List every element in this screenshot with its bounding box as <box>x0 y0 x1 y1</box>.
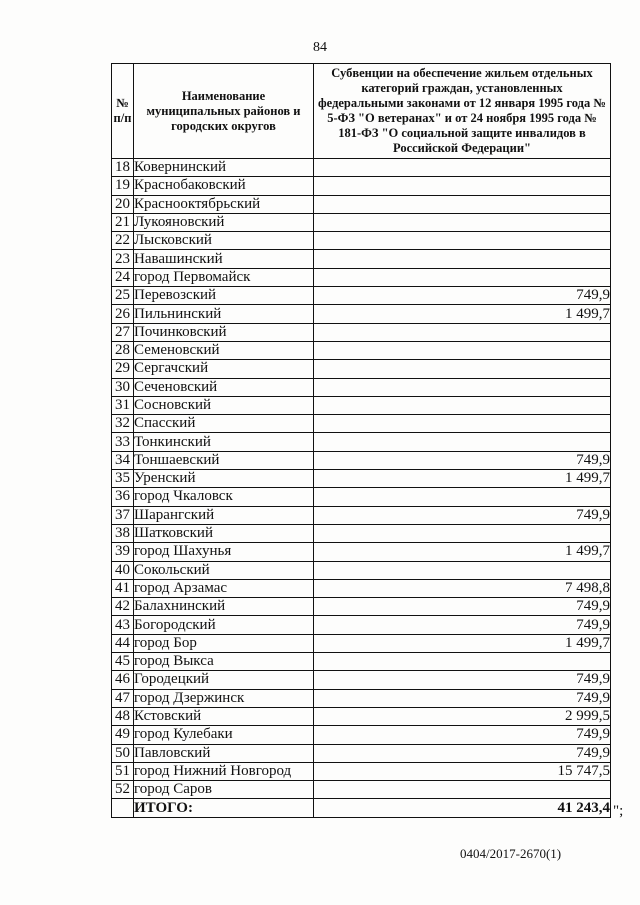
table-row <box>112 470 611 488</box>
row-name: Кстовский <box>134 707 314 725</box>
row-name: город Нижний Новгород <box>134 762 314 780</box>
row-name: Пильнинский <box>134 305 314 323</box>
table-row <box>112 360 611 378</box>
row-number: 42 <box>112 598 134 616</box>
row-name: город Бор <box>134 634 314 652</box>
table-row <box>112 268 611 286</box>
row-value: 749,9 <box>314 726 611 744</box>
row-value: 2 999,5 <box>314 707 611 725</box>
row-number: 28 <box>112 341 134 359</box>
row-number: 44 <box>112 634 134 652</box>
row-name: Перевозский <box>134 287 314 305</box>
row-value <box>314 360 611 378</box>
row-value <box>314 159 611 177</box>
row-number: 18 <box>112 159 134 177</box>
row-number: 47 <box>112 689 134 707</box>
row-name: Сокольский <box>134 561 314 579</box>
table-row <box>112 579 611 597</box>
row-name: Богородский <box>134 616 314 634</box>
row-name: город Выкса <box>134 653 314 671</box>
row-value <box>314 378 611 396</box>
row-number: 33 <box>112 433 134 451</box>
table-row <box>112 250 611 268</box>
row-number: 50 <box>112 744 134 762</box>
row-number: 49 <box>112 726 134 744</box>
row-number: 29 <box>112 360 134 378</box>
row-number: 30 <box>112 378 134 396</box>
row-name: Балахнинский <box>134 598 314 616</box>
table-row <box>112 762 611 780</box>
table-header-row <box>112 64 611 159</box>
row-value <box>314 232 611 250</box>
row-number: 35 <box>112 470 134 488</box>
table-row <box>112 378 611 396</box>
table-row <box>112 598 611 616</box>
row-name: Сосновский <box>134 396 314 414</box>
document-code: 0404/2017-2670(1) <box>460 846 562 861</box>
table-row <box>112 726 611 744</box>
row-number: 41 <box>112 579 134 597</box>
header-number: № п/п <box>112 64 134 159</box>
page-number: 84 <box>313 40 327 55</box>
row-name: Спасский <box>134 415 314 433</box>
row-number: 31 <box>112 396 134 414</box>
row-number: 36 <box>112 488 134 506</box>
row-name: Краснобаковский <box>134 177 314 195</box>
header-name: Наименование муниципальных районов и городских округов <box>134 64 314 159</box>
row-number: 27 <box>112 323 134 341</box>
row-number: 34 <box>112 451 134 469</box>
row-value <box>314 433 611 451</box>
row-number: 52 <box>112 781 134 799</box>
total-label: ИТОГО: <box>134 799 314 817</box>
row-value <box>314 177 611 195</box>
row-number: 20 <box>112 195 134 213</box>
row-name: город Арзамас <box>134 579 314 597</box>
total-value: 41 243,4 <box>314 799 611 817</box>
table-row <box>112 634 611 652</box>
row-number: 48 <box>112 707 134 725</box>
table-row <box>112 707 611 725</box>
row-number: 51 <box>112 762 134 780</box>
table-row <box>112 159 611 177</box>
row-number: 37 <box>112 506 134 524</box>
table-row <box>112 488 611 506</box>
table-row <box>112 195 611 213</box>
table-row <box>112 689 611 707</box>
row-value <box>314 415 611 433</box>
row-name: город Саров <box>134 781 314 799</box>
table-row <box>112 415 611 433</box>
row-name: Сеченовский <box>134 378 314 396</box>
row-name: Сергачский <box>134 360 314 378</box>
row-value <box>314 524 611 542</box>
row-number: 26 <box>112 305 134 323</box>
row-value: 749,9 <box>314 598 611 616</box>
row-number: 23 <box>112 250 134 268</box>
row-name: Тоншаевский <box>134 451 314 469</box>
row-value <box>314 323 611 341</box>
row-number: 25 <box>112 287 134 305</box>
row-value: 1 499,7 <box>314 634 611 652</box>
row-number: 21 <box>112 213 134 231</box>
row-number: 40 <box>112 561 134 579</box>
row-name: Павловский <box>134 744 314 762</box>
row-value: 749,9 <box>314 287 611 305</box>
table-row <box>112 616 611 634</box>
row-name: Краснооктябрьский <box>134 195 314 213</box>
row-value: 749,9 <box>314 671 611 689</box>
header-subsidy: Субвенции на обеспечение жильем отдельных категорий граждан, установленных федеральными законами от 12 января 1995 года № 5-ФЗ "О ветеранах" и от 24 ноября 1995 года № 181-ФЗ "О социальной защите инвалидов в Российской Федерации" <box>314 64 611 159</box>
row-value <box>314 268 611 286</box>
row-name: Починковский <box>134 323 314 341</box>
row-name: Ковернинский <box>134 159 314 177</box>
table-row <box>112 433 611 451</box>
row-value <box>314 341 611 359</box>
row-value: 1 499,7 <box>314 470 611 488</box>
table-row <box>112 671 611 689</box>
row-value <box>314 653 611 671</box>
table-row <box>112 323 611 341</box>
table-row <box>112 177 611 195</box>
row-name: Тонкинский <box>134 433 314 451</box>
table-row <box>112 561 611 579</box>
row-value: 1 499,7 <box>314 305 611 323</box>
table-row <box>112 232 611 250</box>
row-name: Лысковский <box>134 232 314 250</box>
table-row <box>112 451 611 469</box>
row-value: 15 747,5 <box>314 762 611 780</box>
row-value: 749,9 <box>314 451 611 469</box>
table-row <box>112 506 611 524</box>
row-name: город Кулебаки <box>134 726 314 744</box>
row-number: 22 <box>112 232 134 250</box>
row-value: 7 498,8 <box>314 579 611 597</box>
table-row <box>112 781 611 799</box>
row-number: 19 <box>112 177 134 195</box>
closing-quote-mark: "; <box>613 803 624 819</box>
row-number: 45 <box>112 653 134 671</box>
row-name: Уренский <box>134 470 314 488</box>
total-number-cell <box>112 799 134 817</box>
table-row <box>112 396 611 414</box>
row-name: Навашинский <box>134 250 314 268</box>
row-number: 46 <box>112 671 134 689</box>
table-row <box>112 653 611 671</box>
table-row <box>112 213 611 231</box>
row-name: Городецкий <box>134 671 314 689</box>
table-row <box>112 543 611 561</box>
row-name: Шатковский <box>134 524 314 542</box>
table-row <box>112 341 611 359</box>
row-value <box>314 561 611 579</box>
row-number: 24 <box>112 268 134 286</box>
row-name: Шарангский <box>134 506 314 524</box>
row-name: Семеновский <box>134 341 314 359</box>
row-value <box>314 250 611 268</box>
table-row <box>112 744 611 762</box>
table-row <box>112 287 611 305</box>
row-value: 1 499,7 <box>314 543 611 561</box>
total-row <box>112 799 611 817</box>
row-value <box>314 195 611 213</box>
row-number: 43 <box>112 616 134 634</box>
table-row <box>112 524 611 542</box>
row-name: город Дзержинск <box>134 689 314 707</box>
row-value: 749,9 <box>314 689 611 707</box>
row-value: 749,9 <box>314 506 611 524</box>
row-value <box>314 488 611 506</box>
row-name: город Шахунья <box>134 543 314 561</box>
row-number: 39 <box>112 543 134 561</box>
row-value <box>314 213 611 231</box>
row-name: город Чкаловск <box>134 488 314 506</box>
row-value: 749,9 <box>314 616 611 634</box>
row-number: 32 <box>112 415 134 433</box>
row-name: Лукояновский <box>134 213 314 231</box>
table-row <box>112 305 611 323</box>
row-name: город Первомайск <box>134 268 314 286</box>
subsidy-table <box>111 63 611 818</box>
row-value <box>314 781 611 799</box>
row-value <box>314 396 611 414</box>
row-number: 38 <box>112 524 134 542</box>
row-value: 749,9 <box>314 744 611 762</box>
